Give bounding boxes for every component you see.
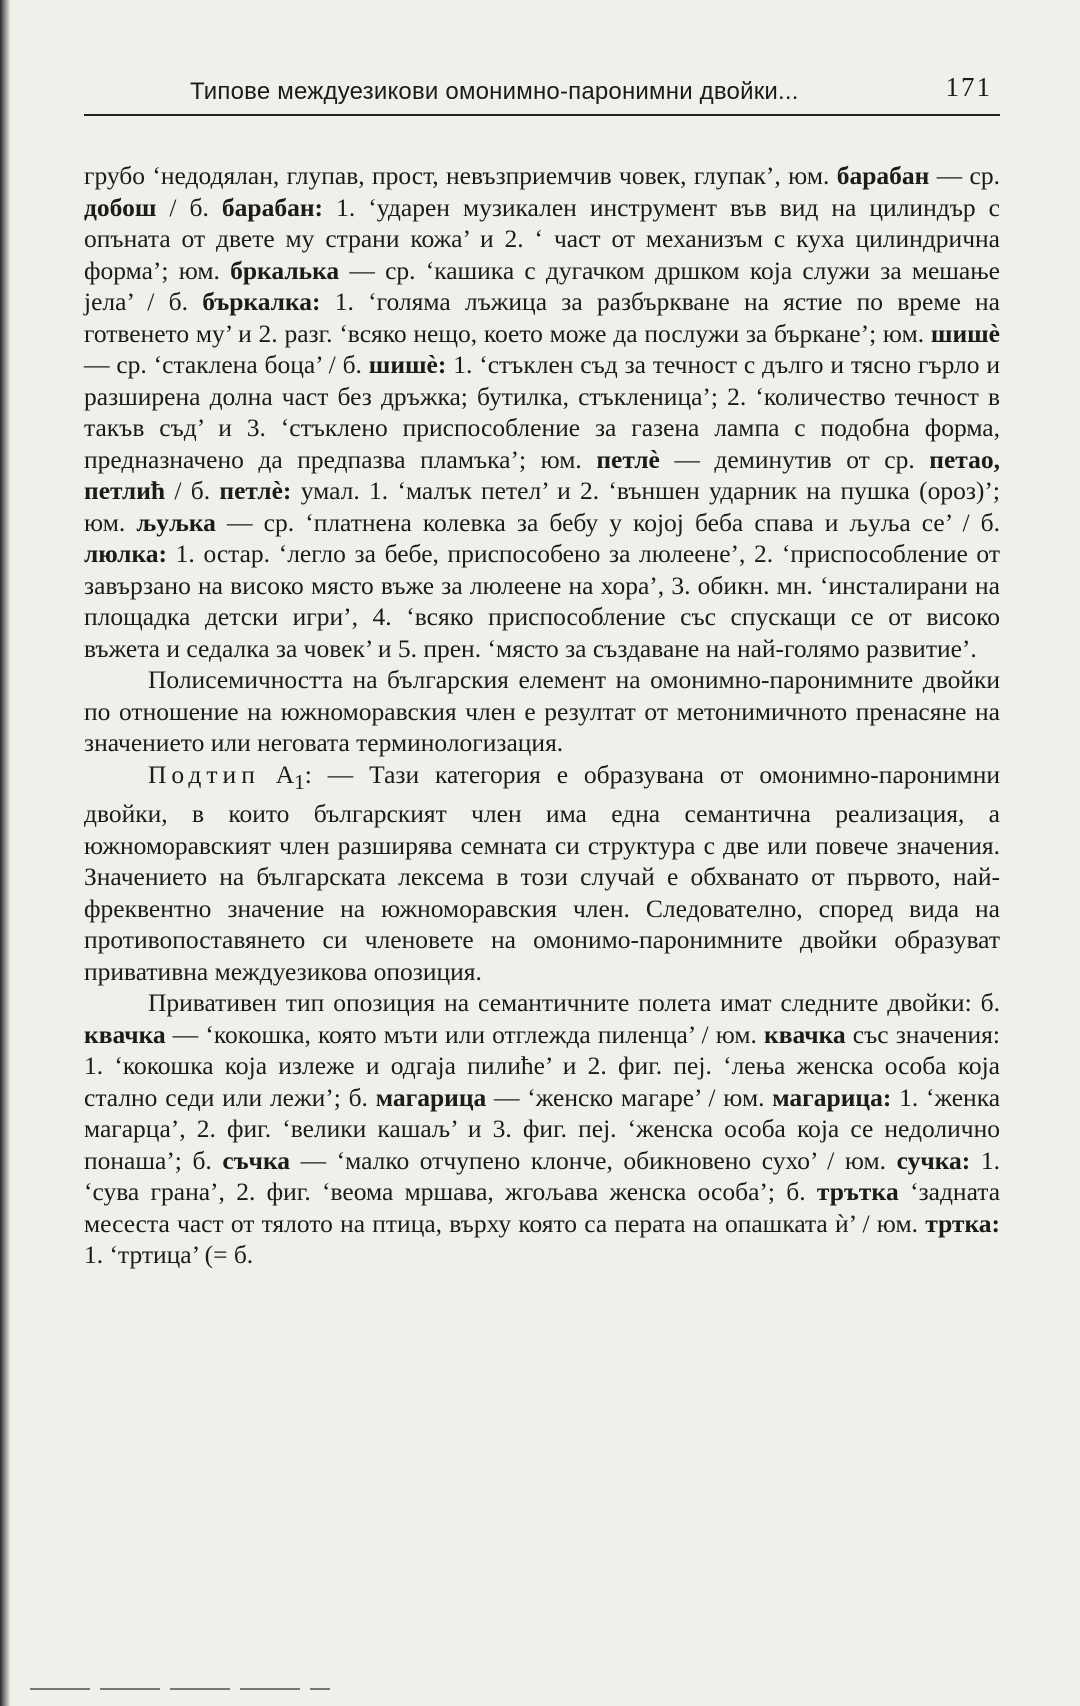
text-run: умал. 1. ‘малък петел’ и 2. ‘външен ударник на пушка (ороз)’; юм. [84, 476, 1000, 537]
headword: барабан [836, 161, 930, 190]
headword: добош [84, 192, 157, 222]
headword: бъркалка: [202, 287, 321, 316]
text-run: ‘задната месеста част от тялото на птица, върху която са перата на опашката ѝ’ / юм. [84, 1177, 1001, 1238]
text-run: — ср. ‘кашика с дугачком дршком која служи за мешање јела’ / б. [84, 255, 1000, 316]
headword: съчка [222, 1145, 290, 1175]
headword: квачка [84, 1019, 166, 1049]
body-text [84, 160, 1000, 1271]
page-number: 171 [945, 72, 992, 102]
text-run: грубо ‘недодялан, глупав, прост, невъзприемчив човек, глупак’, юм. [84, 161, 837, 190]
text-run: — ‘малко отчупено клонче, обикновено сухо’ / юм. [290, 1145, 897, 1175]
text-run: А [259, 759, 295, 789]
text-run: 1. ‘голяма лъжица за разбъркване на ястие по време на готвенето му’ и 2. разг. ‘всяко нещо, което може да послужи за бъркане’; юм. [84, 287, 1000, 348]
text-run: Полисемичността на българския елемент на омонимно-паронимните двойки по отношение на южноморавския член е резултат от метонимичното пренасяне на значението или неговата терминологизация. [84, 665, 1000, 757]
paragraph [84, 987, 1000, 1271]
page-header [84, 60, 1000, 116]
paragraph [84, 759, 1000, 988]
text-run: / б. [156, 192, 222, 222]
headword: тръткa [816, 1177, 899, 1207]
headword: сучка: [896, 1145, 971, 1175]
headword: петлѐ [596, 444, 660, 474]
text-run: 1. ‘женка магарца’, 2. фиг. ‘велики кашаљ’ и 3. фиг. пеј. ‘женска особа која се недолично понаша’; б. [84, 1082, 1001, 1175]
running-title: Типове междуезикови омонимно-паронимни двойки... [190, 78, 799, 105]
text-run: 1. ‘тртица’ (= б. [84, 1240, 254, 1270]
headword: магарица [375, 1082, 487, 1112]
headword: бркалька [230, 255, 340, 285]
text-run: — ср. ‘стаклена боца’ / б. [84, 350, 369, 379]
text-run: 1. ‘сува грана’, 2. фиг. ‘веома мршава, жгољава женска особа’; б. [84, 1145, 1000, 1207]
text-run: 1. ‘ударен музикален инструмент във вид на цилиндър с опъната от двете му страни кожа’ и 2. ‘ част от механизъм с куха цилиндрична форма’; юм. [84, 192, 1001, 285]
headword: љуљка [136, 507, 216, 537]
bottom-decorative-rule [30, 1688, 330, 1690]
text-run: Привативен тип опозиция на семантичните полета имат следните двойки: б. [148, 988, 1000, 1018]
headword: квачка [764, 1019, 846, 1049]
headword: люлка: [84, 539, 168, 568]
text-run: със значения: 1. ‘кокошка која излеже и одгаја пилиће’ и 2. фиг. пеј. ‘лења женска особа која стално седи или лежи’; б. [84, 1019, 1000, 1112]
headword: магарица: [772, 1082, 892, 1112]
text-run: 1. ‘стъклен съд за течност с дълго и тясно гърло и разширена долна част без дръжка; бутилка, стъкленица’; 2. ‘количество течност в такъв съд’ и 3. ‘стъклено приспособление за газена лампа с подобна форма, предназначено да предпазва пламъка’; юм. [84, 350, 1000, 474]
headword: шишѐ [930, 318, 1000, 348]
text-run: — ср. [929, 161, 1000, 190]
headword: шишѐ: [368, 350, 447, 379]
page-spine-shadow [0, 0, 10, 1706]
text-run: — ‘кокошка, която мъти или отглежда пиленца’ / юм. [165, 1019, 765, 1049]
paragraph [84, 160, 1000, 664]
text-run: — деминутив от ср. [659, 444, 930, 474]
paragraph [84, 664, 1000, 759]
text-run: — ср. ‘платнена колевка за бебу у којој беба спава и љуља се’ / б. [215, 507, 1000, 537]
text-run: / б. [165, 476, 220, 505]
subscript: 1 [294, 769, 305, 794]
text-run: : — Тази категория е образувана от омонимно-паронимни двойки, в които българският член има една семантична реализация, а южноморавският член разширява семната си структура с две или повече значения. Значението на българската лексема в този случай е обхванато от първото, най-фреквентно значение на южноморавския член. Следователно, според вида на противопоставянето си членовете на омонимо-паронимните двойки образуват привативна междуезикова опозиция. [84, 759, 1000, 986]
text-run: Подтип [148, 759, 260, 789]
text-run: — ‘женско магаре’ / юм. [486, 1082, 773, 1112]
headword: тртка: [925, 1208, 1000, 1238]
text-run: 1. остар. ‘легло за бебе, приспособено за люлеене’, 2. ‘приспособление от завързано на високо място въже за люлеене на хора’, 3. обикн. мн. ‘инсталирани на площадка детски игри’, 4. ‘всяко приспособление със спускащи се от високо въжета и седалка за човек’ и 5. прен. ‘място за създаване на най-голямо развитие’. [84, 539, 1000, 663]
headword: петао, петлић [84, 444, 1000, 505]
headword: барабан: [221, 192, 324, 222]
headword: петлѐ: [219, 476, 292, 505]
